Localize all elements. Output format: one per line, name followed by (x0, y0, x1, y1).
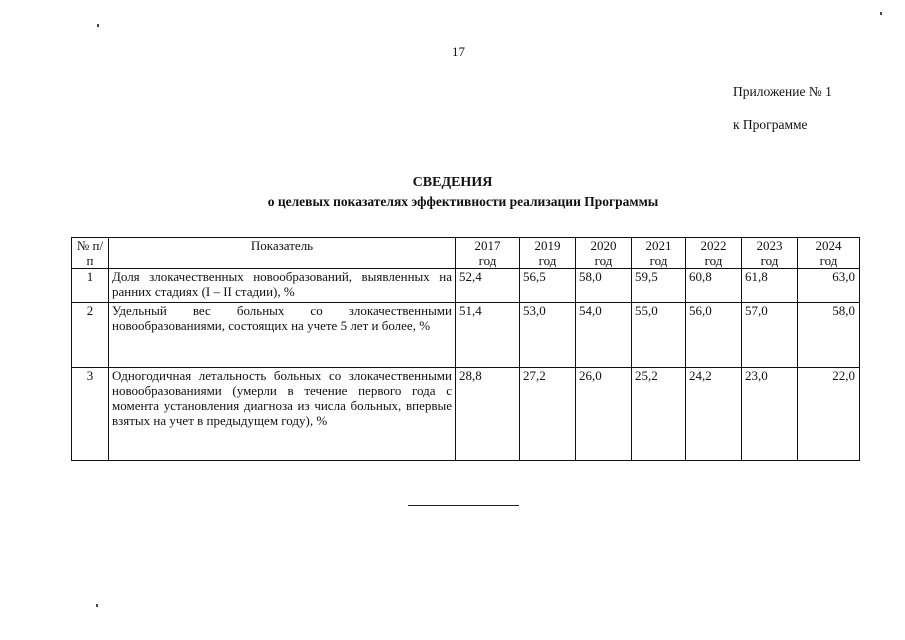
document-subtitle: о целевых показателях эффективности реализации Программы (267, 194, 659, 209)
table-row (72, 303, 860, 368)
value-cell: 51,4 (456, 303, 520, 368)
appendix-label: Приложение № 1 (733, 84, 832, 99)
value-cell: 26,0 (576, 368, 632, 461)
indicator-name: Удельный вес больных со злокачественными новообразованиями, состоящих на учете 5 лет и более, % (109, 303, 456, 368)
value-cell: 58,0 (798, 303, 860, 368)
value-cell: 53,0 (520, 303, 576, 368)
header-year: 2023 год (742, 238, 798, 269)
page-number: 17 (452, 44, 465, 59)
value-cell: 63,0 (798, 269, 860, 303)
program-label: к Программе (733, 117, 808, 132)
header-year: 2022 год (686, 238, 742, 269)
value-cell: 22,0 (798, 368, 860, 461)
value-cell: 56,0 (686, 303, 742, 368)
end-divider-line (408, 505, 519, 506)
header-num: № п/п (72, 238, 109, 269)
value-cell: 59,5 (632, 269, 686, 303)
value-cell: 24,2 (686, 368, 742, 461)
indicator-name: Доля злокачественных новообразований, выявленных на ранних стадиях (I – II стадии), % (109, 269, 456, 303)
value-cell: 57,0 (742, 303, 798, 368)
header-year: 2024 год (798, 238, 860, 269)
table-header-row (72, 238, 860, 269)
document-title: СВЕДЕНИЯ (412, 175, 493, 190)
value-cell: 23,0 (742, 368, 798, 461)
header-year: 2020 год (576, 238, 632, 269)
indicator-name: Одногодичная летальность больных со злокачественными новообразованиями (умерли в течение первого года с момента установления диагноза из числа больных, впервые взятых на учет в предыдущем году), % (109, 368, 456, 461)
header-year: 2019 год (520, 238, 576, 269)
value-cell: 52,4 (456, 269, 520, 303)
table-row (72, 368, 860, 461)
scan-speck (96, 604, 98, 607)
row-number: 1 (72, 269, 109, 303)
value-cell: 60,8 (686, 269, 742, 303)
row-number: 3 (72, 368, 109, 461)
value-cell: 58,0 (576, 269, 632, 303)
value-cell: 25,2 (632, 368, 686, 461)
value-cell: 28,8 (456, 368, 520, 461)
value-cell: 61,8 (742, 269, 798, 303)
value-cell: 27,2 (520, 368, 576, 461)
indicators-table (71, 237, 860, 461)
row-number: 2 (72, 303, 109, 368)
table-row (72, 269, 860, 303)
header-year: 2021 год (632, 238, 686, 269)
value-cell: 54,0 (576, 303, 632, 368)
scan-speck (97, 24, 99, 27)
header-indicator: Показатель (109, 238, 456, 269)
value-cell: 55,0 (632, 303, 686, 368)
scan-speck (880, 12, 882, 15)
header-year: 2017 год (456, 238, 520, 269)
value-cell: 56,5 (520, 269, 576, 303)
